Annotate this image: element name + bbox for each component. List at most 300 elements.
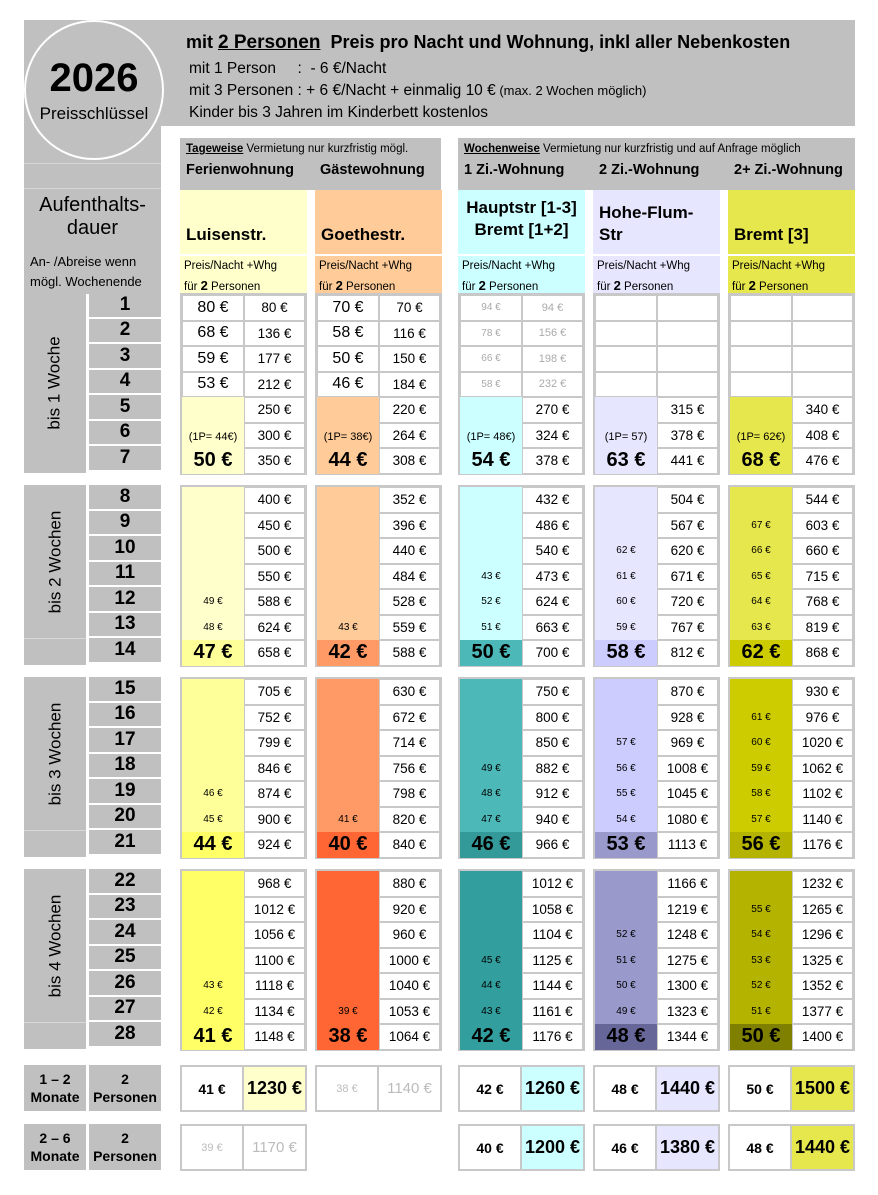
total-price-cell: 752 € (244, 705, 305, 731)
daily-section-header (180, 138, 441, 190)
total-price-cell: 1232 € (792, 871, 853, 897)
total-price-cell: 820 € (379, 807, 440, 833)
week-label-3 (24, 677, 86, 830)
pp-line1: Preis/Nacht +Whg (462, 260, 555, 272)
monthly-night-price: 48 € (730, 1126, 792, 1169)
pp-pre: für (732, 281, 749, 293)
per-night-small (182, 564, 244, 590)
per-night-cell (730, 321, 792, 347)
per-night-small (182, 730, 244, 756)
total-price-cell: 768 € (792, 589, 853, 615)
total-price-cell: 720 € (657, 589, 718, 615)
per-night-cell (730, 295, 792, 321)
total-price-cell: 1248 € (657, 922, 718, 948)
total-price-cell: 378 € (522, 448, 583, 474)
price-key-label: Preisschlüssel (39, 104, 149, 123)
pp-count: 2 (200, 278, 208, 293)
per-night-small: 57 € (751, 813, 771, 825)
total-price-cell: 212 € (244, 372, 305, 398)
total-price-cell: 968 € (244, 871, 305, 897)
discount-block (730, 397, 792, 474)
nights-cell: 16 (89, 703, 161, 729)
apartment-name (315, 190, 442, 254)
per-night-cell: 94 € (460, 295, 522, 321)
total-price-cell: 1058 € (522, 897, 583, 923)
total-price-cell: 80 € (244, 295, 305, 321)
per-night-small (182, 679, 244, 705)
per-night-cell (730, 372, 792, 398)
total-price-cell: 315 € (657, 397, 718, 423)
total-price-cell (792, 321, 853, 347)
total-price-cell: 588 € (244, 589, 305, 615)
total-price-cell: 1300 € (657, 973, 718, 999)
total-price-cell: 250 € (244, 397, 305, 423)
per-night-small: 44 € (481, 980, 501, 992)
nights-cell: 2 (89, 319, 161, 345)
total-price-cell: 156 € (522, 321, 583, 347)
apartment-header-0 (180, 190, 307, 294)
total-price-cell: 1325 € (792, 948, 853, 974)
per-night-small (182, 871, 244, 897)
per-night-cell: 70 € (317, 295, 379, 321)
apartment-name-l1: Hauptstr [1-3] (466, 198, 577, 217)
nights-cell: 20 (89, 805, 161, 831)
per-night-cell: 46 € (317, 372, 379, 398)
pp-post: Personen (342, 281, 396, 293)
nights-cell: 11 (89, 562, 161, 588)
total-price-cell: 966 € (522, 832, 583, 858)
pp-count: 2 (335, 278, 343, 293)
persons-label (89, 1065, 161, 1111)
per-night-small: 39 € (338, 1005, 358, 1017)
total-price-cell: 672 € (379, 705, 440, 731)
daily-caption (186, 143, 435, 155)
monthly-night-price: 39 € (182, 1126, 244, 1169)
total-price-cell: 184 € (379, 372, 440, 398)
total-price-cell (657, 295, 718, 321)
per-night-small (317, 922, 379, 948)
total-price-cell: 1352 € (792, 973, 853, 999)
persons-word: Personen (93, 1089, 157, 1105)
per-night-cell: 50 € (317, 346, 379, 372)
week-label-text: bis 3 Wochen (45, 702, 65, 805)
total-price-cell: 924 € (244, 832, 305, 858)
total-price-cell: 264 € (379, 423, 440, 449)
price-per-night-label (180, 254, 307, 294)
per-night-small: 65 € (751, 570, 771, 582)
per-night-small: 58 € (751, 788, 771, 800)
total-price-cell: 408 € (792, 423, 853, 449)
nights-cell: 6 (89, 421, 161, 447)
nights-cell: 13 (89, 613, 161, 639)
pp-post: Personen (620, 281, 674, 293)
total-price-cell: 308 € (379, 448, 440, 474)
total-price-cell: 1400 € (792, 1024, 853, 1050)
monthly-night-price: 40 € (460, 1126, 522, 1169)
week-label-filler (24, 1022, 86, 1049)
total-price-cell: 220 € (379, 397, 440, 423)
total-price-cell: 450 € (244, 513, 305, 539)
nights-cell: 21 (89, 830, 161, 856)
col-ferienwohnung: Ferienwohnung (186, 162, 294, 178)
per-night-small (317, 756, 379, 782)
persons-count: 2 (121, 1071, 129, 1087)
per-night-small: 43 € (338, 621, 358, 633)
stay-duration-title (24, 194, 161, 240)
total-price-cell: 1176 € (522, 1024, 583, 1050)
per-night-small (182, 487, 244, 513)
total-price-cell: 912 € (522, 781, 583, 807)
per-night-small (595, 513, 657, 539)
nights-cell: 15 (89, 677, 161, 703)
apartment-name-l2: Bremt [3] (734, 225, 809, 244)
monthly-total-price: 1260 € (522, 1067, 583, 1110)
total-price-cell: 1140 € (792, 807, 853, 833)
monthly-total-price: 1440 € (792, 1126, 853, 1169)
nights-cell: 18 (89, 754, 161, 780)
total-price-cell: 976 € (792, 705, 853, 731)
total-price-cell: 767 € (657, 615, 718, 641)
col-1-room: 1 Zi.-Wohnung (464, 162, 565, 178)
nights-cell: 19 (89, 779, 161, 805)
total-price-cell: 1102 € (792, 781, 853, 807)
week-label-filler (24, 830, 86, 857)
per-night-small: 53 € (751, 954, 771, 966)
line1-underlined: 2 Personen (218, 32, 321, 53)
pp-count: 2 (748, 278, 756, 293)
per-night-cell: 66 € (460, 346, 522, 372)
per-night-small (460, 705, 522, 731)
stay-duration-l2: dauer (66, 217, 119, 239)
per-night-cell: 68 € (182, 321, 244, 347)
total-price-cell: 324 € (522, 423, 583, 449)
per-night-small (730, 679, 792, 705)
per-night-small (460, 679, 522, 705)
per-night-small: 55 € (616, 788, 636, 800)
total-price-cell: 658 € (244, 640, 305, 666)
apartment-name-l2: Luisenstr. (186, 225, 267, 244)
per-night-small: 49 € (203, 596, 223, 608)
one-person-price: (1P= 62€) (736, 430, 786, 443)
final-night-price: 48 € (595, 1024, 657, 1050)
final-night-price: 44 € (182, 832, 244, 858)
final-night-price: 41 € (182, 1024, 244, 1050)
total-price-cell (792, 372, 853, 398)
per-night-small (317, 871, 379, 897)
final-night-price: 40 € (317, 832, 379, 858)
nights-cell: 22 (89, 869, 161, 895)
per-night-small: 43 € (481, 570, 501, 582)
per-night-small: 50 € (616, 980, 636, 992)
total-price-cell: 504 € (657, 487, 718, 513)
apartment-name (593, 190, 720, 254)
stay-duration-l1: Aufenthalts- (39, 194, 146, 216)
total-price-cell: 340 € (792, 397, 853, 423)
per-night-small: 48 € (203, 621, 223, 633)
monthly-night-price: 38 € (317, 1067, 379, 1110)
per-night-small (182, 538, 244, 564)
nights-cell: 9 (89, 511, 161, 537)
total-price-cell: 846 € (244, 756, 305, 782)
total-price-cell: 969 € (657, 730, 718, 756)
nights-cell: 14 (89, 638, 161, 664)
total-price-cell: 1104 € (522, 922, 583, 948)
per-night-small: 57 € (616, 737, 636, 749)
monthly-night-price: 41 € (182, 1067, 244, 1110)
total-price-cell: 94 € (522, 295, 583, 321)
nights-cell: 12 (89, 587, 161, 613)
header-text (186, 32, 790, 124)
pp-post: Personen (755, 281, 809, 293)
total-price-cell (792, 295, 853, 321)
weekly-caption-u: Wochenweise (464, 143, 540, 155)
apartment-header-1 (315, 190, 442, 294)
months-range: 2 – 6 (39, 1130, 71, 1146)
per-night-small: 48 € (481, 788, 501, 800)
total-price-cell: 1080 € (657, 807, 718, 833)
per-night-small: 43 € (481, 1005, 501, 1017)
monthly-total-price: 1140 € (379, 1067, 440, 1110)
line3-text: mit 3 Personen : + 6 €/Nacht + einmalig 10 € (189, 82, 496, 99)
total-price-cell: 484 € (379, 564, 440, 590)
per-night-small: 42 € (203, 1005, 223, 1017)
per-night-small (460, 871, 522, 897)
nights-cell: 10 (89, 536, 161, 562)
per-night-small (182, 897, 244, 923)
total-price-cell: 1296 € (792, 922, 853, 948)
weekly-section-header (458, 138, 855, 190)
nights-cell: 28 (89, 1022, 161, 1048)
per-night-cell: 78 € (460, 321, 522, 347)
nights-cell: 26 (89, 971, 161, 997)
per-night-small: 66 € (751, 545, 771, 557)
per-night-small: 45 € (203, 813, 223, 825)
final-night-price: 42 € (460, 1024, 522, 1050)
pp-line1: Preis/Nacht +Whg (597, 260, 690, 272)
total-price-cell: 473 € (522, 564, 583, 590)
total-price-cell: 1219 € (657, 897, 718, 923)
total-price-cell (657, 346, 718, 372)
total-price-cell: 540 € (522, 538, 583, 564)
arrival-note (30, 252, 142, 292)
col-gaestewohnung: Gästewohnung (320, 162, 425, 178)
total-price-cell: 1134 € (244, 999, 305, 1025)
monthly-night-price: 42 € (460, 1067, 522, 1110)
per-night-small (460, 897, 522, 923)
weekly-night-price: 54 € (471, 448, 511, 471)
total-price-cell: 550 € (244, 564, 305, 590)
per-night-small: 67 € (751, 519, 771, 531)
per-night-small (182, 705, 244, 731)
total-price-cell: 378 € (657, 423, 718, 449)
persons-label (89, 1124, 161, 1170)
per-night-small (317, 679, 379, 705)
per-night-small (460, 487, 522, 513)
per-night-small: 52 € (616, 929, 636, 941)
per-night-small: 63 € (751, 621, 771, 633)
total-price-cell: 1064 € (379, 1024, 440, 1050)
total-price-cell: 544 € (792, 487, 853, 513)
per-night-small: 51 € (751, 1005, 771, 1017)
total-price-cell: 588 € (379, 640, 440, 666)
total-price-cell: 1040 € (379, 973, 440, 999)
total-price-cell: 1275 € (657, 948, 718, 974)
per-night-small (317, 948, 379, 974)
total-price-cell: 700 € (522, 640, 583, 666)
total-price-cell: 400 € (244, 487, 305, 513)
per-night-small (317, 973, 379, 999)
total-price-cell: 1056 € (244, 922, 305, 948)
per-night-small: 45 € (481, 954, 501, 966)
discount-block (595, 397, 657, 474)
total-price-cell: 874 € (244, 781, 305, 807)
nights-cell: 7 (89, 446, 161, 472)
monthly-total-price: 1200 € (522, 1126, 583, 1169)
monthly-total-price: 1380 € (657, 1126, 718, 1169)
per-night-cell: 58 € (460, 372, 522, 398)
per-night-cell (595, 321, 657, 347)
per-night-small (595, 871, 657, 897)
persons-count: 2 (121, 1130, 129, 1146)
weekly-night-price: 44 € (328, 448, 368, 471)
apartment-name (458, 190, 585, 254)
pp-count: 2 (478, 278, 486, 293)
total-price-cell: 396 € (379, 513, 440, 539)
per-night-small: 46 € (203, 788, 223, 800)
per-night-small (460, 730, 522, 756)
col-2-room: 2 Zi.-Wohnung (599, 162, 700, 178)
price-per-night-label (315, 254, 442, 294)
line1-suffix: Preis pro Nacht und Wohnung, inkl aller Nebenkosten (320, 32, 791, 52)
nights-cell: 23 (89, 895, 161, 921)
per-night-cell (595, 372, 657, 398)
total-price-cell: 930 € (792, 679, 853, 705)
total-price-cell: 715 € (792, 564, 853, 590)
per-night-small: 51 € (481, 621, 501, 633)
apartment-name (180, 190, 307, 254)
total-price-cell: 624 € (522, 589, 583, 615)
total-price-cell (792, 346, 853, 372)
weekly-night-price: 68 € (741, 448, 781, 471)
pp-line1: Preis/Nacht +Whg (732, 260, 825, 272)
persons-word: Personen (93, 1148, 157, 1164)
total-price-cell: 870 € (657, 679, 718, 705)
total-price-cell: 440 € (379, 538, 440, 564)
total-price-cell: 136 € (244, 321, 305, 347)
total-price-cell: 350 € (244, 448, 305, 474)
total-price-cell: 1166 € (657, 871, 718, 897)
per-night-small (182, 948, 244, 974)
total-price-cell: 750 € (522, 679, 583, 705)
total-price-cell: 819 € (792, 615, 853, 641)
discount-block (460, 397, 522, 474)
total-price-cell: 1100 € (244, 948, 305, 974)
pp-pre: für (462, 281, 479, 293)
total-price-cell: 671 € (657, 564, 718, 590)
per-night-small (182, 513, 244, 539)
total-price-cell: 900 € (244, 807, 305, 833)
year-badge (24, 20, 164, 160)
per-night-small (317, 781, 379, 807)
total-price-cell: 880 € (379, 871, 440, 897)
total-price-cell: 441 € (657, 448, 718, 474)
total-price-cell: 1265 € (792, 897, 853, 923)
months-word: Monate (30, 1148, 80, 1164)
week-label-4 (24, 869, 86, 1022)
pp-post: Personen (485, 281, 539, 293)
final-night-price: 46 € (460, 832, 522, 858)
total-price-cell: 620 € (657, 538, 718, 564)
total-price-cell: 1012 € (522, 871, 583, 897)
per-night-small (317, 538, 379, 564)
final-night-price: 50 € (460, 640, 522, 666)
per-night-small: 52 € (751, 980, 771, 992)
per-night-small: 54 € (751, 929, 771, 941)
total-price-cell: 1000 € (379, 948, 440, 974)
weekly-night-price: 63 € (606, 448, 646, 471)
header-line-children: Kinder bis 3 Jahren im Kinderbett kostenlos (189, 104, 488, 121)
total-price-cell: 1053 € (379, 999, 440, 1025)
daily-caption-text: Vermietung nur kurzfristig mögl. (243, 143, 409, 155)
weekly-night-price: 50 € (193, 448, 233, 471)
total-price-cell: 1045 € (657, 781, 718, 807)
per-night-small (317, 487, 379, 513)
final-night-price: 53 € (595, 832, 657, 858)
per-night-small: 60 € (616, 596, 636, 608)
per-night-small: 55 € (751, 903, 771, 915)
per-night-small: 47 € (481, 813, 501, 825)
per-night-small: 59 € (616, 621, 636, 633)
line1-prefix: mit (186, 32, 219, 52)
per-night-small: 52 € (481, 596, 501, 608)
monthly-night-price: 46 € (595, 1126, 657, 1169)
final-night-price: 62 € (730, 640, 792, 666)
per-night-small: 64 € (751, 596, 771, 608)
total-price-cell: 850 € (522, 730, 583, 756)
monthly-night-price: 50 € (730, 1067, 792, 1110)
price-per-night-label (458, 254, 585, 294)
monthly-total-price: 1440 € (657, 1067, 718, 1110)
line3-note: (max. 2 Wochen möglich) (495, 83, 647, 98)
total-price-cell: 567 € (657, 513, 718, 539)
price-per-night-label (593, 254, 720, 294)
per-night-cell (595, 346, 657, 372)
total-price-cell: 630 € (379, 679, 440, 705)
per-night-small (595, 897, 657, 923)
total-price-cell: 1113 € (657, 832, 718, 858)
per-night-small (182, 756, 244, 782)
months-range: 1 – 2 (39, 1071, 71, 1087)
nights-cell: 24 (89, 920, 161, 946)
final-night-price: 56 € (730, 832, 792, 858)
total-price-cell: 116 € (379, 321, 440, 347)
week-label-text: bis 1 Woche (45, 336, 65, 430)
total-price-cell: 1161 € (522, 999, 583, 1025)
total-price-cell: 1344 € (657, 1024, 718, 1050)
one-person-price: (1P= 44€) (188, 430, 238, 443)
final-night-price: 42 € (317, 640, 379, 666)
per-night-small (317, 564, 379, 590)
total-price-cell: 1020 € (792, 730, 853, 756)
per-night-small (460, 922, 522, 948)
one-person-price: (1P= 57) (604, 430, 648, 443)
apartment-header-4 (728, 190, 855, 294)
per-night-cell (730, 346, 792, 372)
total-price-cell: 1012 € (244, 897, 305, 923)
total-price-cell: 1118 € (244, 973, 305, 999)
price-per-night-label (728, 254, 855, 294)
apartment-name (728, 190, 855, 254)
